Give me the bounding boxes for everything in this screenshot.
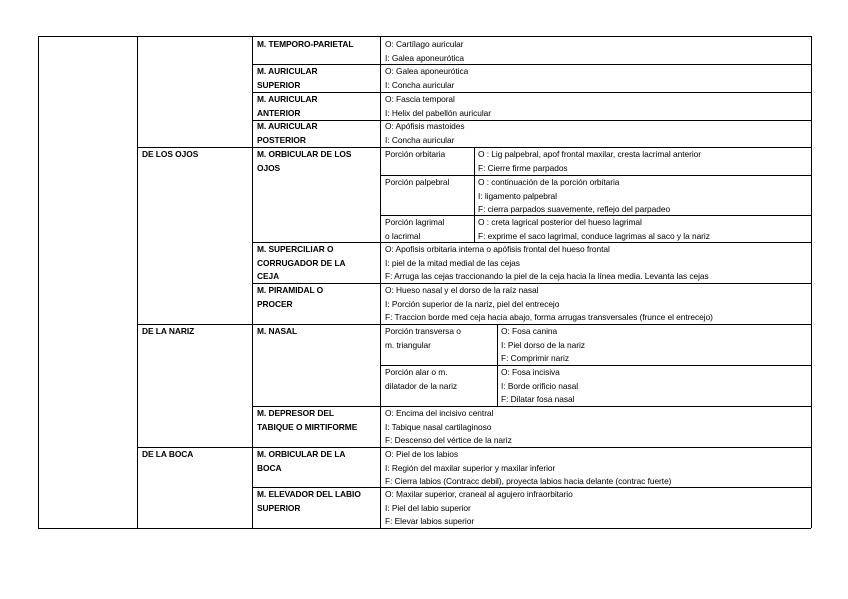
muscle-description: O: Fascia temporal I: Helix del pabellón auricular <box>385 94 491 118</box>
muscle-name: M. NASAL <box>257 326 298 336</box>
muscle-name: M. TEMPORO-PARIETAL <box>257 39 354 49</box>
group-label: DE LOS OJOS <box>142 149 199 159</box>
column-divider <box>137 36 138 528</box>
muscle-name: M. ELEVADOR DEL LABIO SUPERIOR <box>257 489 361 513</box>
muscle-name: M. DEPRESOR DEL TABIQUE O MIRTIFORME <box>257 408 358 432</box>
row-divider <box>252 120 811 121</box>
group-label: DE LA BOCA <box>142 449 194 459</box>
muscle-portion: Porción palpebral <box>385 177 450 187</box>
muscle-name: M. ORBICULAR DE LOS OJOS <box>257 149 352 173</box>
muscle-description: O: Apofisis orbitaria interna o apófisis frontal del hueso frontal I: piel de la mitad medial de las cejas F: Arruga las cejas traccionando la piel de la ceja hacia la línea media. Levanta las cejas <box>385 244 709 281</box>
muscle-description: O: Maxilar superior, craneal al agujero infraorbitario I: Piel del labio superior F: Elevar labios superior <box>385 489 573 526</box>
table-top-border <box>38 36 811 37</box>
muscle-portion: Porción orbitaria <box>385 149 446 159</box>
row-divider <box>252 92 811 93</box>
muscle-description: O: Fosa incisiva I: Borde orificio nasal F: Dilatar fosa nasal <box>501 367 579 404</box>
muscle-name: M. ORBICULAR DE LA BOCA <box>257 449 346 473</box>
muscle-description: O : Lig palpebral, apof frontal maxilar, cresta lacrimal anterior F: Cierre firme parpados <box>478 149 701 173</box>
muscle-description: O: Galea aponeurótica I: Concha auricular <box>385 66 469 90</box>
muscle-description: O : continuación de la porción orbitaria I: ligamento palpebral F: cierra parpados suavemente, reflejo del parpadeo <box>478 177 671 214</box>
muscle-name: M. AURICULAR ANTERIOR <box>257 94 318 118</box>
muscle-description: O: Hueso nasal y el dorso de la raíz nasal I: Porción superior de la nariz, piel del entrecejo F: Traccion borde med ceja hacia abajo, forma arrugas transversales (frunce el entrecejo) <box>385 285 713 322</box>
column-divider <box>497 324 498 406</box>
muscle-portion: Porción alar o m. dilatador de la nariz <box>385 367 458 391</box>
muscle-description: O: Cartílago auricular I: Galea aponeurótica <box>385 39 465 63</box>
muscle-name: M. AURICULAR POSTERIOR <box>257 121 318 145</box>
column-divider <box>380 36 381 528</box>
column-divider <box>474 147 475 242</box>
muscle-portion: Porción transversa o m. triangular <box>385 326 461 350</box>
row-divider <box>252 64 811 65</box>
column-divider <box>252 36 253 528</box>
muscle-description: O: Piel de los labios I: Región del maxilar superior y maxilar inferior F: Cierra labios (Contracc debil), proyecta labios hacia delante (contrac fuerte) <box>385 449 672 486</box>
muscle-description: O: Encima del incisivo central I: Tabique nasal cartilaginoso F: Descenso del vértice de la nariz <box>385 408 512 445</box>
table-left-border <box>38 36 39 528</box>
muscle-description: O: Apófisis mastoides I: Concha auricular <box>385 121 465 145</box>
muscle-portion: Porción lagrimal o lacrimal <box>385 217 445 241</box>
muscle-description: O : creta lagrical posterior del hueso lagrimal F: exprime el saco lagrimal, conduce lagrimas al saco y la nariz <box>478 217 710 241</box>
muscle-name: M. SUPERCILIAR O CORRUGADOR DE LA CEJA <box>257 244 346 281</box>
muscle-name: M. PIRAMIDAL O PROCER <box>257 285 324 309</box>
muscle-name: M. AURICULAR SUPERIOR <box>257 66 318 90</box>
muscle-description: O: Fosa canina I: Piel dorso de la nariz F: Comprimir nariz <box>501 326 585 363</box>
table-right-border <box>811 36 812 528</box>
group-label: DE LA NARIZ <box>142 326 195 336</box>
